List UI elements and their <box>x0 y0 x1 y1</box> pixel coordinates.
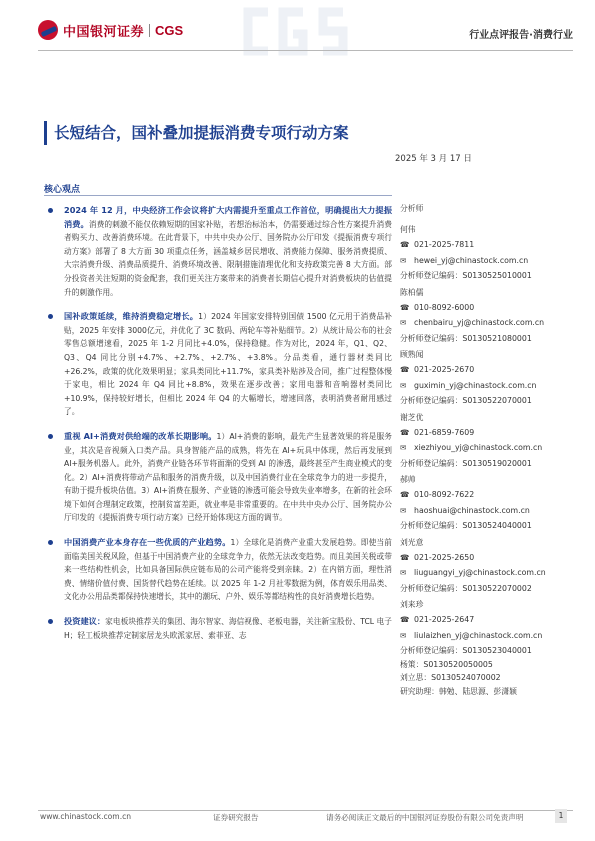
phone-icon: ☎ <box>400 240 410 250</box>
analyst-phone: 021-6859-7609 <box>414 427 475 437</box>
key-point-item <box>44 204 392 299</box>
analyst-email[interactable]: liulaizhen_yj@chinastock.com.cn <box>414 630 543 640</box>
analyst-cert: 分析师登记编码：S0130519020001 <box>400 458 532 468</box>
key-point-body: 家电板块推荐关的集团、海尔智家、海信视像、老板电器，关注新宝股份、TCL 电子 H；轻工板块推荐定制家居龙头欧派家居、索菲亚、志 <box>64 617 392 640</box>
key-point-item <box>44 430 392 525</box>
analyst-phone: 021-2025-2670 <box>414 365 475 375</box>
bullet-icon <box>48 208 53 213</box>
email-icon: ✉ <box>400 380 407 390</box>
analyst-name: 谢芝优 <box>400 412 424 422</box>
key-point-body: 1）AI+消费的影响，最先产生显著效果的将是服务业，其次是音视频入口类产品。具身智能产品的成熟，将先在 AI+玩具中体现，然后再发展到 AI+服务机器人。此外，消费产业链各环节将面渐的受到 AI 的渗透，最终甚至产生商业模式的变化。2）AI+消费将带动产品和服务的消费升级，以及中国消费行业在全球竞争力的进一步提升，有助于提升板块估值。3）AI+消费在服务、产业链的渗透可能会导致失业率增多，在新的社会环境下如何合理制定政策，控制贫富差距，就业率是非常重要的。在中共中央办公厅、国务院办公厅印发的《提振消费专项行动方案》已经开始体现这方面的调节。 <box>64 431 392 523</box>
page-number: 1 <box>555 809 567 823</box>
analyst-card <box>400 287 580 347</box>
phone-icon: ☎ <box>400 365 410 375</box>
section-title: 核心观点 <box>44 185 81 195</box>
analyst-cert: 分析师登记编码：S0130522070002 <box>400 583 532 593</box>
analyst-email[interactable]: xiezhiyou_yj@chinastock.com.cn <box>414 443 543 453</box>
header-divider <box>38 50 573 51</box>
footer-divider <box>38 810 573 811</box>
analyst-sidebar <box>400 203 580 699</box>
analyst-name: 刘光意 <box>400 537 424 547</box>
bullet-icon <box>48 540 53 545</box>
email-icon: ✉ <box>400 318 407 328</box>
footer-website-link[interactable]: www.chinastock.com.cn <box>40 812 132 821</box>
analyst-card <box>400 412 580 472</box>
analyst-cert: 分析师登记编码：S0130524040001 <box>400 521 532 531</box>
key-point-lead: 投资建议： <box>64 616 106 627</box>
report-footer <box>0 811 595 841</box>
section-divider <box>44 195 392 196</box>
analyst-phone: 021-2025-2647 <box>414 615 475 625</box>
brand-logo-icon <box>38 20 58 40</box>
key-point-item <box>44 615 392 642</box>
email-icon: ✉ <box>400 568 407 578</box>
key-point-body: 1）全球化是消费产业重大发展趋势。即使当前面临美国关税风险，但基于中国消费产业的全球竞争力，依然无法改变趋势。而且美国关税或带来一些结构性机会，比如具备国际供应链布局的公司产能将受到亲睐。2）在内销方面，理性消费、情绪价值付费、国货替代趋势在延续。以 2025 年 1-2 月社零数据为例，体育娱乐用品类、文化办公用品类都保持快速增长，其中的潮玩、户外、娱乐等都结构性的良好消费增长趋势。 <box>64 538 392 602</box>
phone-icon: ☎ <box>400 302 410 312</box>
bullet-icon <box>48 314 53 319</box>
analyst-cert: 分析师登记编码：S0130522070001 <box>400 396 532 406</box>
report-header <box>0 0 595 62</box>
analyst-email[interactable]: guximin_yj@chinastock.com.cn <box>414 380 537 390</box>
title-accent-bar <box>44 121 47 145</box>
key-point-lead: 2024 年 12 月，中央经济工作会议将扩大内需提升至重点工作首位，明确提出大力提振消费。 <box>64 205 392 229</box>
analyst-phone: 021-2025-7811 <box>414 240 475 250</box>
phone-icon: ☎ <box>400 552 410 562</box>
analyst-name: 刘来珍 <box>400 600 424 609</box>
email-icon: ✉ <box>400 443 407 453</box>
key-point-item <box>44 536 392 604</box>
bullet-icon <box>48 434 53 439</box>
analyst-email[interactable]: chenbairu_yj@chinastock.com.cn <box>414 318 545 328</box>
analyst-phone: 010-8092-6000 <box>414 302 475 312</box>
report-date: 2025 年 3 月 17 日 <box>395 154 472 164</box>
report-title: 长短结合，国补叠加提振消费专项行动方案 <box>54 123 349 142</box>
key-point-lead: 中国消费产业本身存在一些优质的产业趋势。 <box>64 537 231 548</box>
footer-disclaimer: 请务必阅读正文最后的中国银河证券股份有限公司免责声明 <box>326 813 524 822</box>
analyst-email[interactable]: hewei_yj@chinastock.com.cn <box>414 255 529 265</box>
analyst-card <box>400 474 580 534</box>
email-icon: ✉ <box>400 630 407 640</box>
phone-icon: ☎ <box>400 615 410 625</box>
bullet-icon <box>48 619 53 624</box>
key-point-body: 1）2024 年国家安排特别国债 1500 亿元用于消费品补贴，2025 年安排 3000亿元，并优化了 3C 数码、两轮车等补贴细节。2）从统计局公布的社会零售总额增速看，2025 年 1-2 月同比+4.0%，保持稳健。作为对比，2024 年，Q1、Q2、Q3、Q4 同比分别+4.7%、+2.7%、+2.7%、+3.8%。分品类看，通行器材类同比+26.2%，政策的优化效果明显；家具类同比+11.7%，家具类补贴涉及合同，推广过程整体慢于家电，相比 2024 年 Q4 同比+8.8%，效果在逐步改善；家用电器和音响器材类同比+10.9%，保持较好增长，但相比 2024 年 Q4 的大幅增长，增速回落，表明消费者耐用感过了。 <box>64 312 392 417</box>
key-points <box>44 204 392 653</box>
footer-doc-type: 证券研究报告 <box>213 813 259 822</box>
analyst-email[interactable]: haoshuai@chinastock.com.cn <box>414 505 530 515</box>
key-point-lead: 国补政策延续，维持消费稳定增长。 <box>64 311 199 322</box>
brand-name-en: CGS <box>155 22 184 38</box>
analyst-cert: 分析师登记编码：S0130523040001 <box>400 646 532 656</box>
brand-separator <box>149 24 150 37</box>
analyst-cert: 分析师登记编码：S0130521080001 <box>400 333 532 343</box>
key-point-lead: 重视 AI+消费对供给端的改革长期影响。 <box>64 430 217 441</box>
phone-icon: ☎ <box>400 490 410 500</box>
analyst-heading: 分析师 <box>400 204 424 213</box>
analyst-name: 郝帅 <box>400 475 416 484</box>
analyst-name: 陈柏儒 <box>400 287 424 297</box>
analyst-email[interactable]: liuguangyi_yj@chinastock.com.cn <box>414 568 546 578</box>
analyst-card <box>400 599 580 659</box>
other-analyst: 杨策：S0130520050005 <box>400 659 493 669</box>
analyst-card <box>400 349 580 409</box>
email-icon: ✉ <box>400 255 407 265</box>
analyst-card <box>400 537 580 597</box>
analyst-name: 何伟 <box>400 225 416 234</box>
analyst-cert: 分析师登记编码：S0130525010001 <box>400 271 532 281</box>
brand-logo <box>38 20 183 40</box>
analyst-phone: 010-8092-7622 <box>414 490 475 500</box>
key-point-item <box>44 310 392 419</box>
key-point-body: 消费的刺激不能仅依赖短期的国家补贴，若想治标治本，仍需要通过综合性方案提升消费者购买力、改善消费环境。在此背景下，中共中央办公厅、国务院办公厅印发《提振消费专项行动方案》部署了 8 大方面 30 项重点任务，涵盖城乡居民增收、消费能力保障、服务消费提质、大宗消费升级、消费品质提升、消费环境改善、限制措施清理优化和支持政策完善 8 大方面。部分投资者关注短期的资金配套，我们更关注方案带来的消费者长期信心提升对消费板块的估值提升的刺激作用。 <box>64 219 392 297</box>
brand-name-cn: 中国银河证券 <box>63 24 145 40</box>
phone-icon: ☎ <box>400 427 410 437</box>
report-type-label: 行业点评报告·消费行业 <box>469 30 573 41</box>
research-assistants: 研究助理：韩勉、陆思源、彭潇颖 <box>400 686 517 696</box>
analyst-name: 顾熟闻 <box>400 350 424 359</box>
analyst-card <box>400 224 580 284</box>
other-analyst: 刘立思：S0130524070002 <box>400 673 501 682</box>
analyst-phone: 021-2025-2650 <box>414 552 475 562</box>
email-icon: ✉ <box>400 505 407 515</box>
